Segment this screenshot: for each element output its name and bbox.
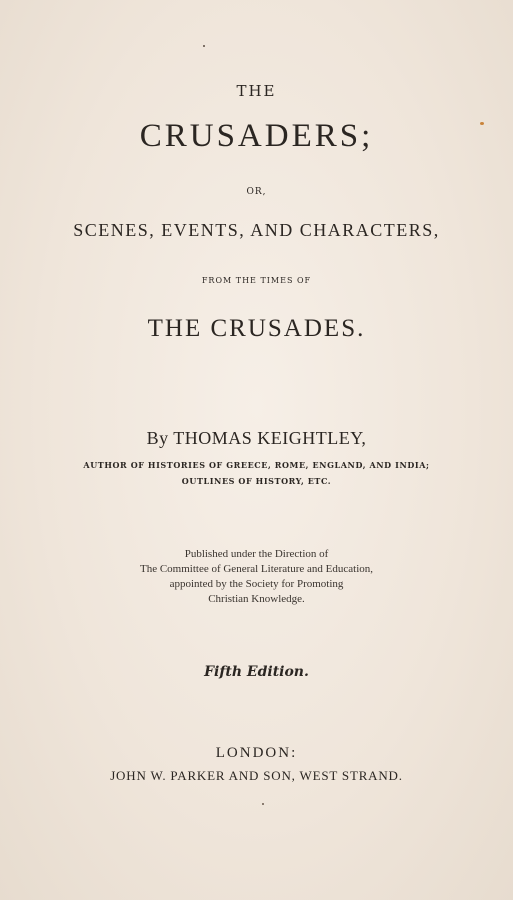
published-line-3: appointed by the Society for Promoting — [169, 578, 344, 590]
subject-title: THE CRUSADES. — [147, 315, 366, 342]
imprint-place: LONDON: — [215, 745, 298, 761]
title-or: OR, — [246, 187, 267, 197]
published-line-2: The Committee of General Literature and Education, — [139, 563, 374, 575]
imprint-publisher: JOHN W. PARKER AND SON, WEST STRAND. — [110, 768, 403, 783]
author-credits-2: OUTLINES OF HISTORY, ETC. — [181, 476, 332, 486]
edition: Fifth Edition. — [204, 664, 309, 680]
published-line-4: Christian Knowledge. — [208, 593, 305, 605]
subtitle: SCENES, EVENTS, AND CHARACTERS, — [73, 220, 440, 240]
author-name: THOMAS KEIGHTLEY, — [173, 428, 367, 448]
by-prefix: By — [146, 428, 169, 448]
author-credits-1: AUTHOR OF HISTORIES OF GREECE, ROME, ENGLAND, AND INDIA; — [83, 460, 430, 470]
author-line — [0, 428, 513, 449]
published-line-1: Published under the Direction of — [184, 548, 329, 560]
title-from: FROM THE TIMES OF — [201, 276, 312, 285]
title-the: THE — [236, 82, 277, 100]
paper-speck-bottom — [262, 803, 264, 805]
main-title: CRUSADERS; — [139, 118, 374, 154]
paper-speck-top — [203, 45, 205, 47]
